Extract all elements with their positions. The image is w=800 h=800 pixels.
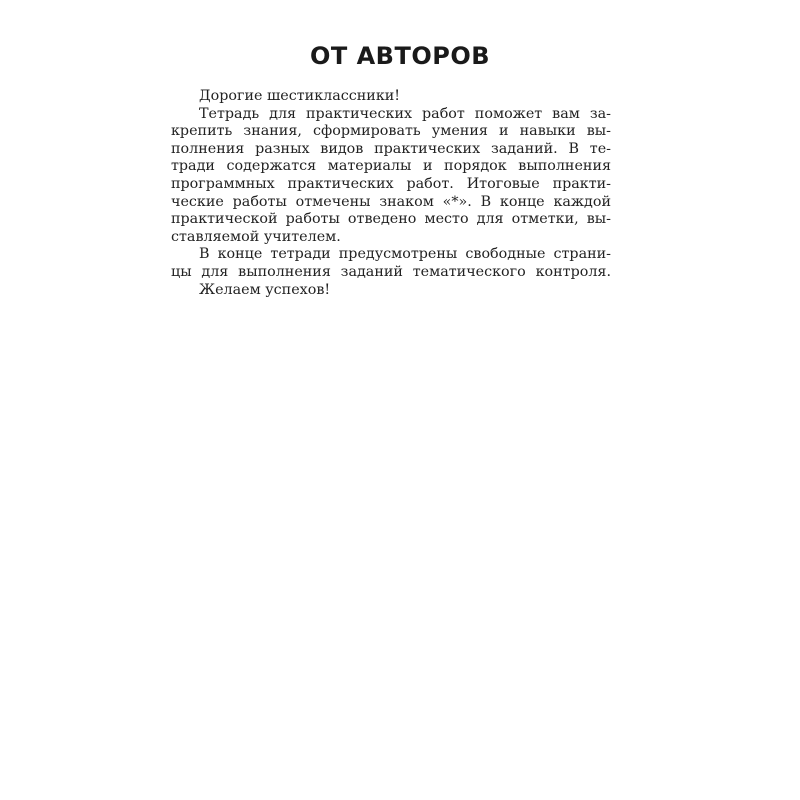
paragraph-line: полнения разных видов практических заданий. В те-	[171, 140, 611, 157]
body-text	[171, 88, 611, 299]
paragraph-line: тради содержатся материалы и порядок выполнения	[171, 158, 611, 175]
paragraph-line: программных практических работ. Итоговые практи-	[171, 175, 611, 192]
paragraph-line: ставляемой учителем.	[171, 228, 341, 245]
page-title: ОТ АВТОРОВ	[309, 42, 491, 70]
closing-line: Желаем успехов!	[199, 281, 331, 298]
paragraph-line: крепить знания, сформировать умения и навыки вы-	[171, 123, 611, 140]
paragraph-line: практической работы отведено место для отметки, вы-	[171, 211, 611, 228]
paragraph-line: цы для выполнения заданий тематического контроля.	[171, 263, 611, 280]
paragraph-line: Тетрадь для практических работ поможет вам за-	[199, 105, 611, 122]
paragraph-line: В конце тетради предусмотрены свободные страни-	[199, 246, 611, 263]
greeting-line: Дорогие шестиклассники!	[199, 88, 401, 104]
paragraph-line: ческие работы отмечены знаком «*». В конце каждой	[171, 193, 611, 210]
